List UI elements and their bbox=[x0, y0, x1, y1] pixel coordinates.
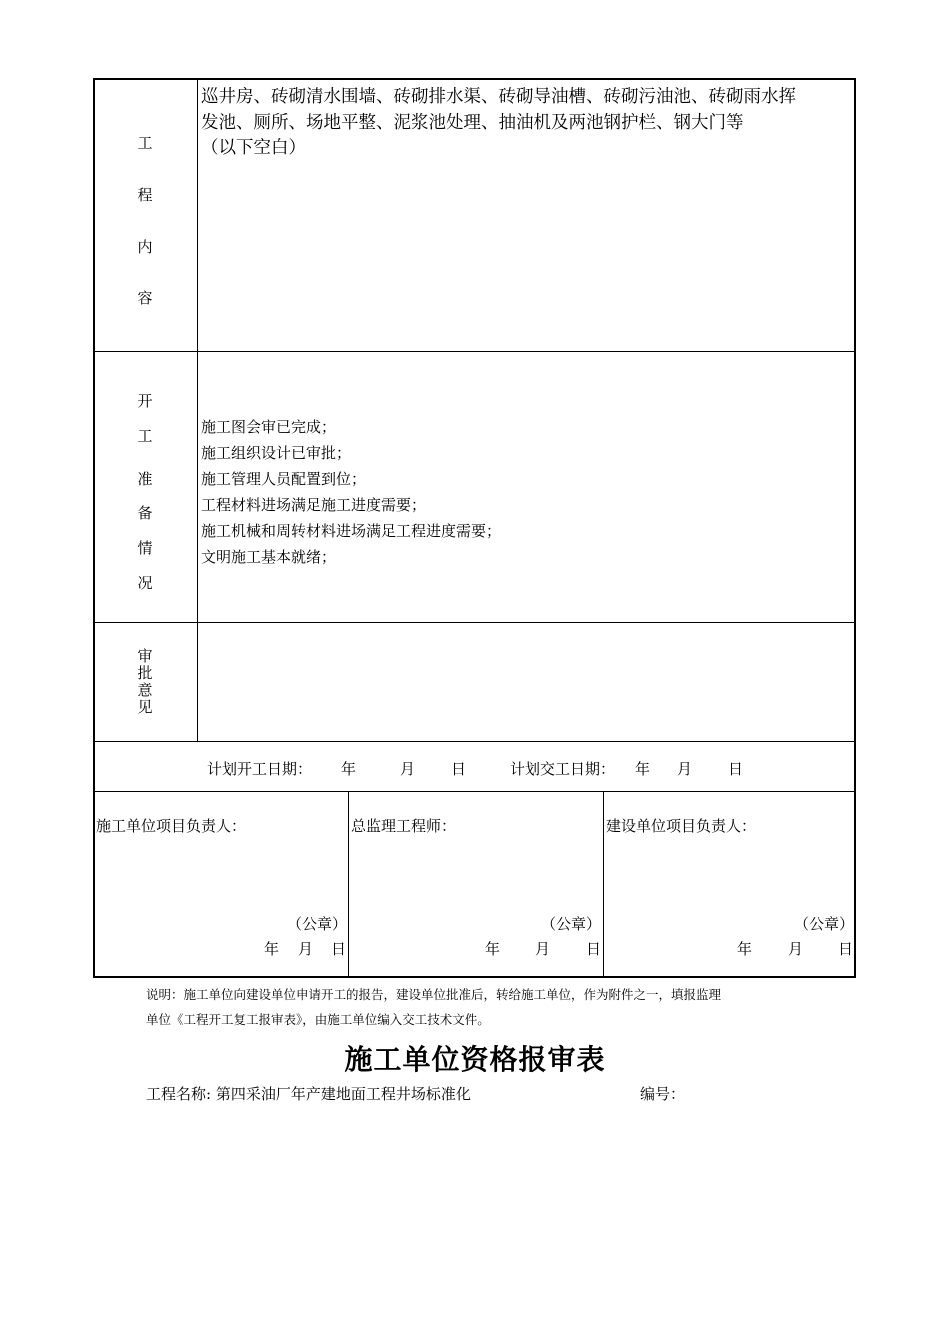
work-content-label-char: 内 bbox=[137, 238, 153, 256]
owner-signature-label: 建设单位项目负责人： bbox=[606, 817, 757, 835]
approval-label-char: 审 bbox=[137, 647, 153, 665]
supervisor-month-label: 月 bbox=[535, 940, 551, 958]
supervisor-day-label: 日 bbox=[586, 940, 602, 958]
owner-year-label: 年 bbox=[737, 940, 753, 958]
end-day-label: 日 bbox=[728, 760, 744, 778]
start-day-label: 日 bbox=[451, 760, 467, 778]
end-year-label: 年 bbox=[635, 760, 651, 778]
work-content-label-char: 程 bbox=[137, 186, 153, 204]
start-prep-item: 施工管理人员配置到位； bbox=[201, 470, 367, 488]
start-prep-label-char: 工 bbox=[137, 427, 153, 445]
row-divider bbox=[95, 791, 854, 792]
planned-end-label: 计划交工日期： bbox=[510, 760, 616, 778]
owner-seal-label: （公章） bbox=[794, 915, 855, 933]
supervisor-signature-label: 总监理工程师： bbox=[351, 817, 457, 835]
work-content-line: （以下空白） bbox=[201, 138, 306, 158]
start-prep-list bbox=[201, 414, 501, 570]
row-divider bbox=[95, 741, 854, 742]
start-prep-label-char: 况 bbox=[137, 574, 153, 592]
start-prep-item: 施工图会审已完成； bbox=[201, 418, 337, 436]
approval-label-char: 见 bbox=[137, 698, 153, 716]
approval-label-char: 批 bbox=[137, 664, 153, 682]
start-prep-item: 施工组织设计已审批； bbox=[201, 444, 352, 462]
work-content-line: 巡井房、砖砌清水围墙、砖砌排水渠、砖砌导油槽、砖砌污油池、砖砌雨水挥 bbox=[201, 87, 796, 107]
start-prep-label-char: 开 bbox=[137, 392, 153, 410]
label-column-divider bbox=[197, 80, 198, 741]
approval-opinion-field[interactable] bbox=[199, 624, 853, 740]
start-prep-item: 施工机械和周转材料进场满足工程进度需要； bbox=[201, 522, 502, 540]
contractor-year-label: 年 bbox=[264, 940, 280, 958]
contractor-signature-label: 施工单位项目负责人： bbox=[96, 817, 247, 835]
note-line: 单位《工程开工复工报审表》，由施工单位编入交工技术文件。 bbox=[146, 1012, 490, 1027]
next-form-title: 施工单位资格报审表 bbox=[344, 1043, 606, 1076]
work-content-line: 发池、厕所、场地平整、泥浆池处理、抽油机及两池钢护栏、钢大门等 bbox=[201, 113, 744, 133]
contractor-seal-label: （公章） bbox=[287, 915, 348, 933]
work-content-label-char: 工 bbox=[137, 134, 153, 152]
row-divider bbox=[95, 351, 854, 352]
supervisor-seal-label: （公章） bbox=[541, 915, 602, 933]
planned-start-label: 计划开工日期： bbox=[207, 760, 313, 778]
start-prep-label-char: 准 bbox=[137, 470, 153, 488]
note-line: 说明：施工单位向建设单位申请开工的报告，建设单位批准后，转给施工单位，作为附件之一，填报监理 bbox=[146, 987, 722, 1002]
start-month-label: 月 bbox=[400, 760, 416, 778]
start-prep-item: 文明施工基本就绪； bbox=[201, 548, 337, 566]
row-divider bbox=[95, 622, 854, 623]
start-prep-label-char: 情 bbox=[137, 539, 153, 557]
work-content-label-char: 容 bbox=[137, 289, 153, 307]
owner-month-label: 月 bbox=[788, 940, 804, 958]
supervisor-year-label: 年 bbox=[485, 940, 501, 958]
start-year-label: 年 bbox=[341, 760, 357, 778]
contractor-day-label: 日 bbox=[331, 940, 347, 958]
project-name-label: 工程名称: 第四采油厂年产建地面工程井场标准化 bbox=[146, 1085, 471, 1103]
start-prep-label-char: 备 bbox=[137, 504, 153, 522]
signature-column-divider bbox=[348, 792, 349, 976]
number-label: 编号： bbox=[640, 1085, 686, 1103]
contractor-month-label: 月 bbox=[298, 940, 314, 958]
end-month-label: 月 bbox=[677, 760, 693, 778]
start-prep-item: 工程材料进场满足施工进度需要； bbox=[201, 496, 427, 514]
approval-label-char: 意 bbox=[137, 681, 153, 699]
signature-column-divider bbox=[603, 792, 604, 976]
owner-day-label: 日 bbox=[838, 940, 854, 958]
